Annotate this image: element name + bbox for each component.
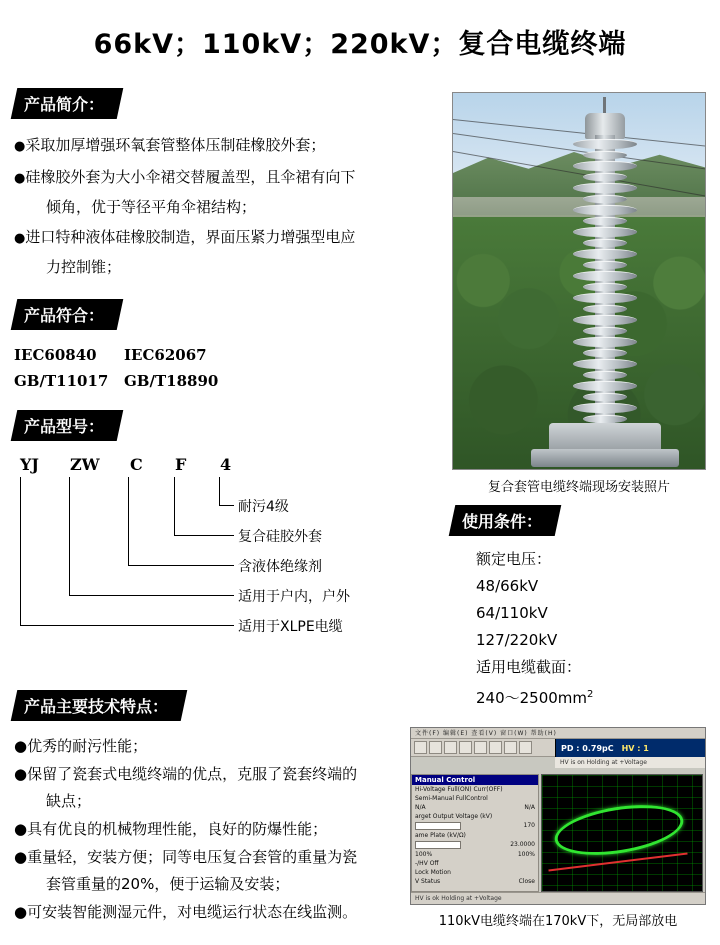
control-label: ame Plate (kV/Ω) bbox=[415, 832, 466, 839]
list-item bbox=[14, 733, 424, 760]
features-section bbox=[14, 690, 424, 927]
name-plate-input[interactable] bbox=[415, 841, 461, 849]
standard-code: GB/T18890 bbox=[124, 372, 219, 390]
photo-shed bbox=[583, 261, 627, 269]
model-label: 耐污4级 bbox=[238, 499, 289, 515]
standard-code: IEC60840 bbox=[14, 346, 97, 364]
close-button[interactable]: Close bbox=[518, 878, 535, 885]
model-code-segment: YJ bbox=[20, 455, 39, 474]
toolbar-button-icon[interactable] bbox=[444, 741, 457, 754]
control-row[interactable] bbox=[412, 868, 538, 877]
leader-line bbox=[20, 477, 21, 625]
control-row[interactable] bbox=[412, 794, 538, 803]
photo-shed bbox=[573, 271, 637, 281]
features-list bbox=[14, 733, 424, 926]
control-row[interactable] bbox=[412, 803, 538, 812]
page-title: 66kV；110kV；220kV；复合电缆终端 bbox=[93, 29, 627, 60]
list-item-text: 优秀的耐污性能； bbox=[27, 737, 148, 755]
cable-section-label: 适用电缆截面： bbox=[476, 658, 582, 676]
list-item-text-cont: 力控制锥； bbox=[46, 258, 122, 276]
toolbar-button-icon[interactable] bbox=[429, 741, 442, 754]
list-item-text: 可安装智能测湿元件，对电缆运行状态在线监测。 bbox=[27, 903, 358, 921]
standards-row bbox=[14, 342, 444, 368]
conditions-heading bbox=[449, 505, 562, 536]
toolbar-button-icon[interactable] bbox=[489, 741, 502, 754]
model-code-diagram bbox=[14, 447, 444, 657]
photo-shed bbox=[583, 393, 627, 401]
standards-list bbox=[14, 342, 444, 394]
control-row[interactable] bbox=[412, 831, 538, 840]
bullet-dot-icon: ● bbox=[14, 848, 28, 866]
manual-control-title: Manual Control bbox=[412, 775, 538, 785]
hv-value: HV : 1 bbox=[621, 743, 649, 753]
model-code-segment: F bbox=[175, 455, 187, 474]
model-label: 复合硅胶外套 bbox=[238, 529, 322, 545]
photo-shed bbox=[583, 283, 627, 291]
list-item-text: 重量轻，安装方便；同等电压复合套管的重量为瓷 bbox=[27, 848, 358, 866]
model-label: 含液体绝缘剂 bbox=[238, 559, 322, 575]
bullet-dot-icon: ● bbox=[14, 231, 26, 246]
control-value: 23.0000 bbox=[510, 841, 535, 848]
model-code-segment: C bbox=[130, 455, 143, 474]
standard-code: IEC62067 bbox=[124, 346, 207, 364]
list-item bbox=[14, 816, 424, 843]
model-label: 适用于户内，户外 bbox=[238, 589, 350, 605]
photo-terminal-flange bbox=[531, 449, 679, 467]
manual-control-panel bbox=[411, 774, 539, 892]
pd-waveform-display[interactable] bbox=[541, 774, 703, 892]
leader-line bbox=[219, 505, 234, 506]
list-item-text: 硅橡胶外套为大小伞裙交替履盖型，且伞裙有向下 bbox=[25, 168, 356, 186]
control-label: Lock Motion bbox=[415, 869, 451, 876]
leader-line bbox=[69, 595, 234, 596]
screenshot-menubar[interactable]: 文件(F) 编辑(E) 查看(V) 窗口(W) 帮助(H) bbox=[411, 728, 705, 739]
cable-section-range: 240～2500mm bbox=[476, 689, 588, 707]
control-label: -/HV Off bbox=[415, 860, 439, 867]
bullet-dot-icon: ● bbox=[14, 765, 28, 783]
leader-line bbox=[174, 535, 234, 536]
right-column bbox=[452, 92, 706, 712]
photo-shed bbox=[573, 293, 637, 303]
photo-shed bbox=[583, 217, 627, 225]
list-item bbox=[14, 131, 444, 161]
features-heading bbox=[11, 690, 188, 721]
toolbar-button-icon[interactable] bbox=[474, 741, 487, 754]
control-row[interactable] bbox=[412, 877, 538, 886]
list-item-text: 采取加厚增强环氧套管整体压制硅橡胶外套； bbox=[25, 136, 326, 154]
photo-shed bbox=[573, 249, 637, 259]
features-heading-label: 产品主要技术特点： bbox=[24, 697, 169, 716]
photo-shed bbox=[583, 327, 627, 335]
target-voltage-input[interactable] bbox=[415, 822, 461, 830]
left-column bbox=[14, 88, 444, 657]
photo-shed bbox=[583, 415, 627, 423]
model-label: 适用于XLPE电缆 bbox=[238, 619, 343, 635]
photo-insulator bbox=[573, 135, 637, 435]
photo-shed bbox=[573, 161, 637, 171]
compliance-heading bbox=[11, 299, 124, 330]
intro-heading-label: 产品简介： bbox=[24, 95, 105, 114]
control-row[interactable] bbox=[412, 840, 538, 850]
control-label: N/A bbox=[415, 804, 426, 811]
photo-shed bbox=[573, 227, 637, 237]
intro-heading bbox=[11, 88, 124, 119]
list-item-text: 具有优良的机械物理性能，良好的防爆性能； bbox=[27, 820, 328, 838]
control-label: arget Output Voltage (kV) bbox=[415, 813, 493, 820]
list-item bbox=[14, 761, 424, 815]
voltage-value: 127/220kV bbox=[476, 631, 558, 649]
control-label: Hi-Voltage Full(ON) Curr(OFF) bbox=[415, 786, 503, 793]
rated-voltage-label: 额定电压： bbox=[476, 550, 552, 568]
leader-line bbox=[219, 477, 220, 505]
cable-section-value bbox=[476, 681, 706, 712]
control-label: V Status bbox=[415, 878, 441, 885]
photo-shed bbox=[583, 195, 627, 203]
control-value: N/A bbox=[524, 804, 535, 811]
list-item-text: 保留了瓷套式电缆终端的优点，克服了瓷套终端的 bbox=[27, 765, 358, 783]
photo-shed bbox=[573, 315, 637, 325]
standards-row bbox=[14, 368, 444, 394]
list-item bbox=[14, 844, 424, 898]
model-code-segment: 4 bbox=[220, 455, 232, 474]
photo-caption: 复合套管电缆终端现场安装照片 bbox=[487, 480, 670, 495]
photo-shed bbox=[573, 139, 637, 149]
control-label: Semi-Manual FullControl bbox=[415, 795, 488, 802]
toolbar-button-icon[interactable] bbox=[504, 741, 517, 754]
product-photo bbox=[452, 92, 706, 470]
photo-shed bbox=[573, 337, 637, 347]
screenshot-bottom-bar: HV is ok Holding at +Voltage bbox=[411, 892, 705, 904]
model-code-segment: ZW bbox=[70, 455, 100, 474]
list-item bbox=[14, 163, 444, 221]
photo-shed bbox=[583, 239, 627, 247]
voltage-value: 64/110kV bbox=[476, 604, 548, 622]
control-label: 100% bbox=[415, 851, 433, 858]
control-row[interactable] bbox=[412, 859, 538, 868]
leader-line bbox=[174, 477, 175, 535]
photo-shed bbox=[573, 403, 637, 413]
list-item bbox=[14, 223, 444, 281]
list-item-text: 进口特种液体硅橡胶制造，界面压紧力增强型电应 bbox=[25, 228, 356, 246]
control-row[interactable] bbox=[412, 812, 538, 821]
compliance-heading-label: 产品符合： bbox=[24, 306, 105, 325]
toolbar-button-icon[interactable] bbox=[414, 741, 427, 754]
list-item bbox=[14, 899, 424, 926]
voltage-value: 48/66kV bbox=[476, 577, 539, 595]
control-value: 100% bbox=[517, 851, 535, 858]
photo-shed bbox=[573, 359, 637, 369]
bullet-dot-icon: ● bbox=[14, 903, 28, 921]
bullet-dot-icon: ● bbox=[14, 139, 26, 154]
control-row[interactable] bbox=[412, 821, 538, 831]
photo-shed bbox=[573, 183, 637, 193]
conditions-heading-label: 使用条件： bbox=[462, 512, 543, 531]
software-screenshot bbox=[410, 727, 706, 905]
standard-code: GB/T11017 bbox=[14, 372, 109, 390]
leader-line bbox=[20, 625, 234, 626]
photo-shed bbox=[573, 381, 637, 391]
control-value: 170 bbox=[523, 822, 535, 829]
photo-shed bbox=[583, 173, 627, 181]
pd-value: PD : 0.79pC bbox=[561, 743, 614, 753]
control-row[interactable] bbox=[412, 785, 538, 794]
cable-section-exponent: 2 bbox=[587, 689, 594, 700]
intro-bullet-list bbox=[14, 131, 444, 281]
photo-shed bbox=[573, 205, 637, 215]
bullet-dot-icon: ● bbox=[14, 171, 26, 186]
leader-line bbox=[128, 565, 234, 566]
model-heading bbox=[11, 410, 124, 441]
conditions-section bbox=[452, 505, 706, 712]
toolbar-button-icon[interactable] bbox=[519, 741, 532, 754]
toolbar-button-icon[interactable] bbox=[459, 741, 472, 754]
bullet-dot-icon: ● bbox=[14, 820, 28, 838]
photo-shed bbox=[583, 151, 627, 159]
conditions-list bbox=[476, 546, 706, 712]
screenshot-status-bar bbox=[555, 739, 705, 757]
screenshot-substatus: HV is on Holding at +Voltage bbox=[555, 757, 705, 768]
control-row[interactable] bbox=[412, 850, 538, 859]
list-item-text-cont: 缺点； bbox=[46, 792, 92, 810]
photo-shed bbox=[583, 305, 627, 313]
photo-shed bbox=[583, 349, 627, 357]
model-heading-label: 产品型号： bbox=[24, 417, 105, 436]
leader-line bbox=[69, 477, 70, 595]
photo-shed bbox=[583, 371, 627, 379]
bullet-dot-icon: ● bbox=[14, 737, 28, 755]
screenshot-caption: 110kV电缆终端在170kV下，无局部放电 bbox=[438, 914, 678, 929]
list-item-text-cont: 倾角，优于等径平角伞裙结构； bbox=[46, 198, 257, 216]
list-item-text-cont: 套管重量的20%，便于运输及安装； bbox=[46, 875, 290, 893]
leader-line bbox=[128, 477, 129, 565]
